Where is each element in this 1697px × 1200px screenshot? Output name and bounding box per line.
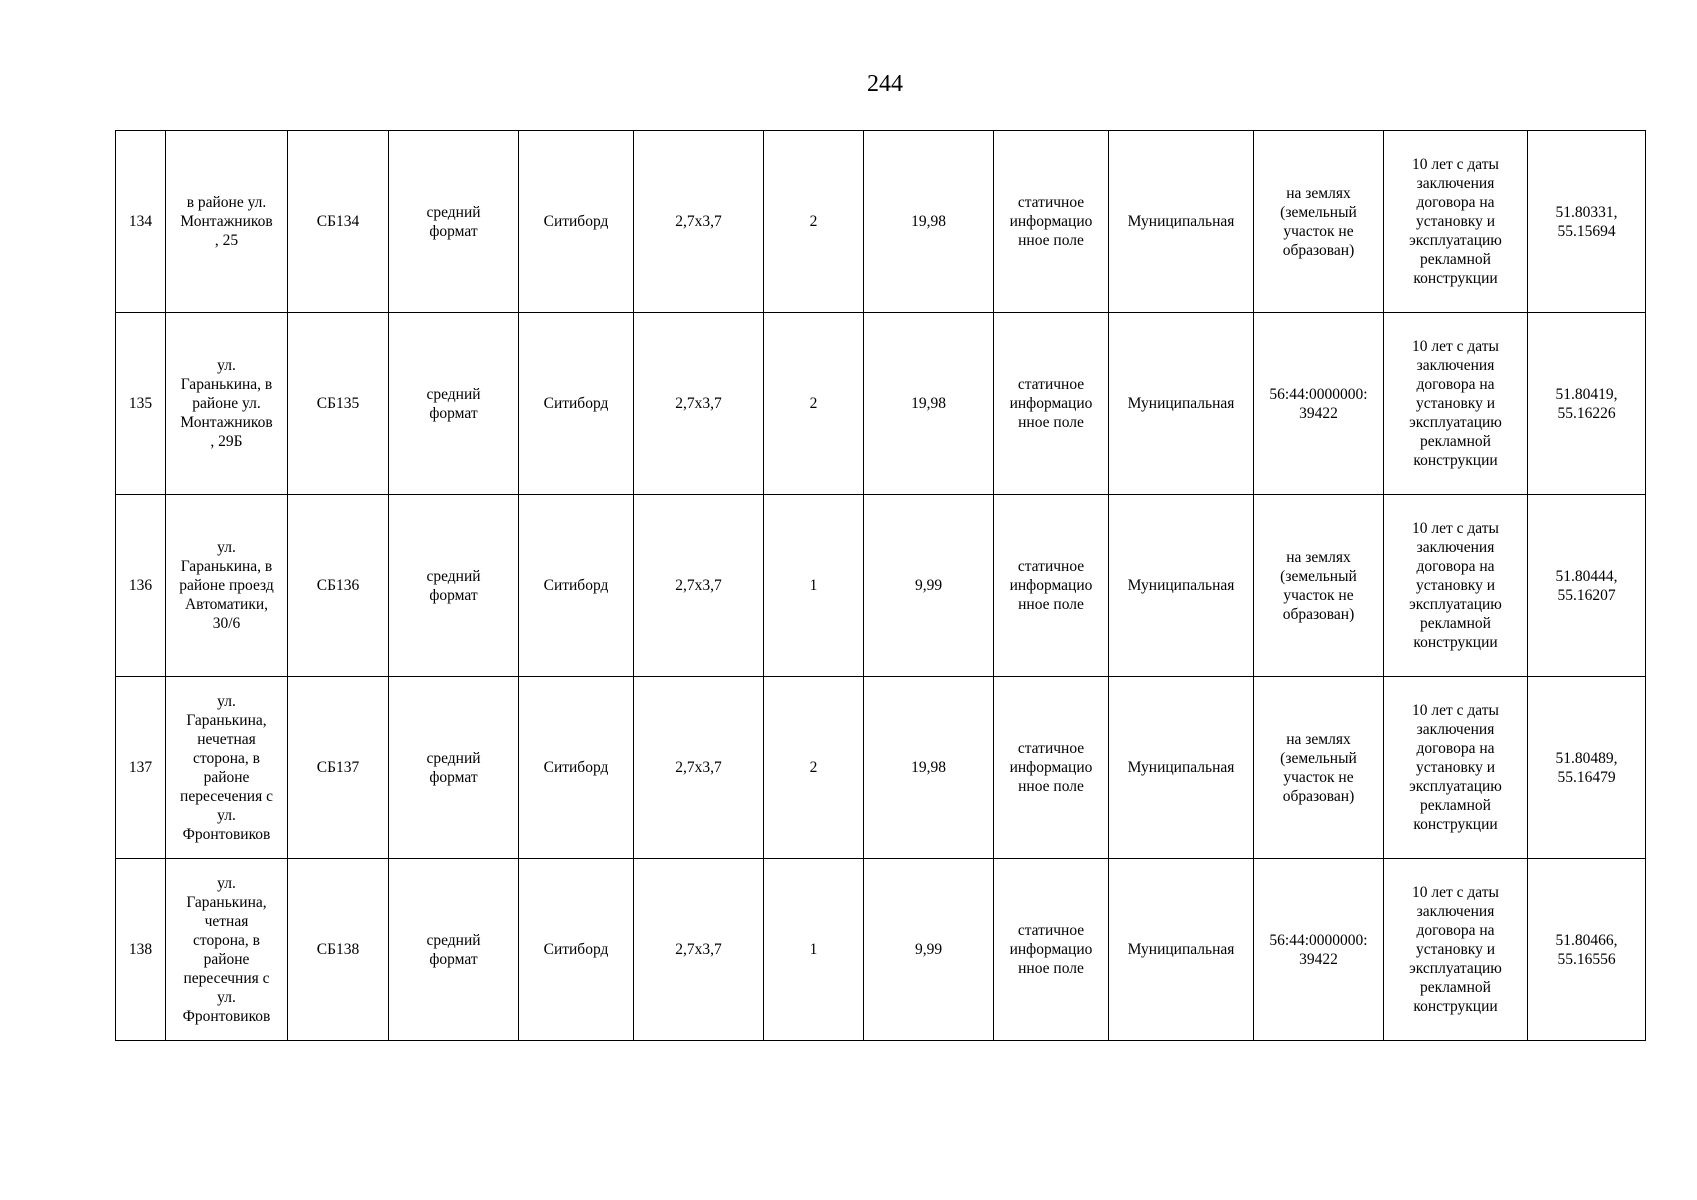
sides-cell: 1 <box>764 495 864 677</box>
structure-code-cell: СБ135 <box>288 313 389 495</box>
row-number: 137 <box>116 677 166 859</box>
land-plot-cell: на землях (земельный участок не образован) <box>1254 677 1384 859</box>
term-cell: 10 лет с даты заключения договора на установку и эксплуатацию рекламной конструкции <box>1384 313 1528 495</box>
area-cell: 19,98 <box>864 131 994 313</box>
land-plot-cell: на землях (земельный участок не образован) <box>1254 495 1384 677</box>
term-cell: 10 лет с даты заключения договора на установку и эксплуатацию рекламной конструкции <box>1384 859 1528 1041</box>
term-cell: 10 лет с даты заключения договора на установку и эксплуатацию рекламной конструкции <box>1384 677 1528 859</box>
ownership-cell: Муниципальная <box>1109 495 1254 677</box>
land-plot-cell: 56:44:0000000: 39422 <box>1254 859 1384 1041</box>
format-cell: средний формат <box>389 677 519 859</box>
structure-type-cell: Ситиборд <box>519 313 634 495</box>
size-cell: 2,7х3,7 <box>634 131 764 313</box>
row-number: 135 <box>116 313 166 495</box>
structure-type-cell: Ситиборд <box>519 131 634 313</box>
info-field-cell: статичное информацио нное поле <box>994 677 1109 859</box>
table-row <box>116 677 1646 859</box>
coordinates-cell: 51.80466, 55.16556 <box>1528 859 1646 1041</box>
row-number: 138 <box>116 859 166 1041</box>
format-cell: средний формат <box>389 495 519 677</box>
info-field-cell: статичное информацио нное поле <box>994 859 1109 1041</box>
location-cell: ул. Гаранькина, нечетная сторона, в районе пересечения с ул. Фронтовиков <box>166 677 288 859</box>
sides-cell: 2 <box>764 677 864 859</box>
structure-code-cell: СБ134 <box>288 131 389 313</box>
size-cell: 2,7х3,7 <box>634 677 764 859</box>
area-cell: 9,99 <box>864 859 994 1041</box>
sides-cell: 1 <box>764 859 864 1041</box>
structure-type-cell: Ситиборд <box>519 859 634 1041</box>
coordinates-cell: 51.80331, 55.15694 <box>1528 131 1646 313</box>
term-cell: 10 лет с даты заключения договора на установку и эксплуатацию рекламной конструкции <box>1384 131 1528 313</box>
table-row <box>116 313 1646 495</box>
format-cell: средний формат <box>389 313 519 495</box>
structure-code-cell: СБ137 <box>288 677 389 859</box>
ownership-cell: Муниципальная <box>1109 677 1254 859</box>
table-row <box>116 859 1646 1041</box>
area-cell: 19,98 <box>864 313 994 495</box>
structure-code-cell: СБ138 <box>288 859 389 1041</box>
land-plot-cell: на землях (земельный участок не образован) <box>1254 131 1384 313</box>
table-row <box>116 495 1646 677</box>
size-cell: 2,7х3,7 <box>634 859 764 1041</box>
term-cell: 10 лет с даты заключения договора на установку и эксплуатацию рекламной конструкции <box>1384 495 1528 677</box>
coordinates-cell: 51.80444, 55.16207 <box>1528 495 1646 677</box>
info-field-cell: статичное информацио нное поле <box>994 313 1109 495</box>
row-number: 134 <box>116 131 166 313</box>
land-plot-cell: 56:44:0000000: 39422 <box>1254 313 1384 495</box>
info-field-cell: статичное информацио нное поле <box>994 495 1109 677</box>
area-cell: 19,98 <box>864 677 994 859</box>
row-number: 136 <box>116 495 166 677</box>
location-cell: ул. Гаранькина, в районе проезд Автоматики, 30/6 <box>166 495 288 677</box>
area-cell: 9,99 <box>864 495 994 677</box>
format-cell: средний формат <box>389 131 519 313</box>
size-cell: 2,7х3,7 <box>634 495 764 677</box>
location-cell: ул. Гаранькина, в районе ул. Монтажников , 29Б <box>166 313 288 495</box>
structure-code-cell: СБ136 <box>288 495 389 677</box>
advertising-structures-table <box>115 130 1646 1041</box>
ownership-cell: Муниципальная <box>1109 859 1254 1041</box>
location-cell: в районе ул. Монтажников , 25 <box>166 131 288 313</box>
ownership-cell: Муниципальная <box>1109 313 1254 495</box>
coordinates-cell: 51.80489, 55.16479 <box>1528 677 1646 859</box>
info-field-cell: статичное информацио нное поле <box>994 131 1109 313</box>
size-cell: 2,7х3,7 <box>634 313 764 495</box>
table-row <box>116 131 1646 313</box>
structure-type-cell: Ситиборд <box>519 677 634 859</box>
sides-cell: 2 <box>764 313 864 495</box>
structure-type-cell: Ситиборд <box>519 495 634 677</box>
sides-cell: 2 <box>764 131 864 313</box>
ownership-cell: Муниципальная <box>1109 131 1254 313</box>
location-cell: ул. Гаранькина, четная сторона, в районе пересечния с ул. Фронтовиков <box>166 859 288 1041</box>
format-cell: средний формат <box>389 859 519 1041</box>
coordinates-cell: 51.80419, 55.16226 <box>1528 313 1646 495</box>
page-number: 244 <box>867 71 903 97</box>
